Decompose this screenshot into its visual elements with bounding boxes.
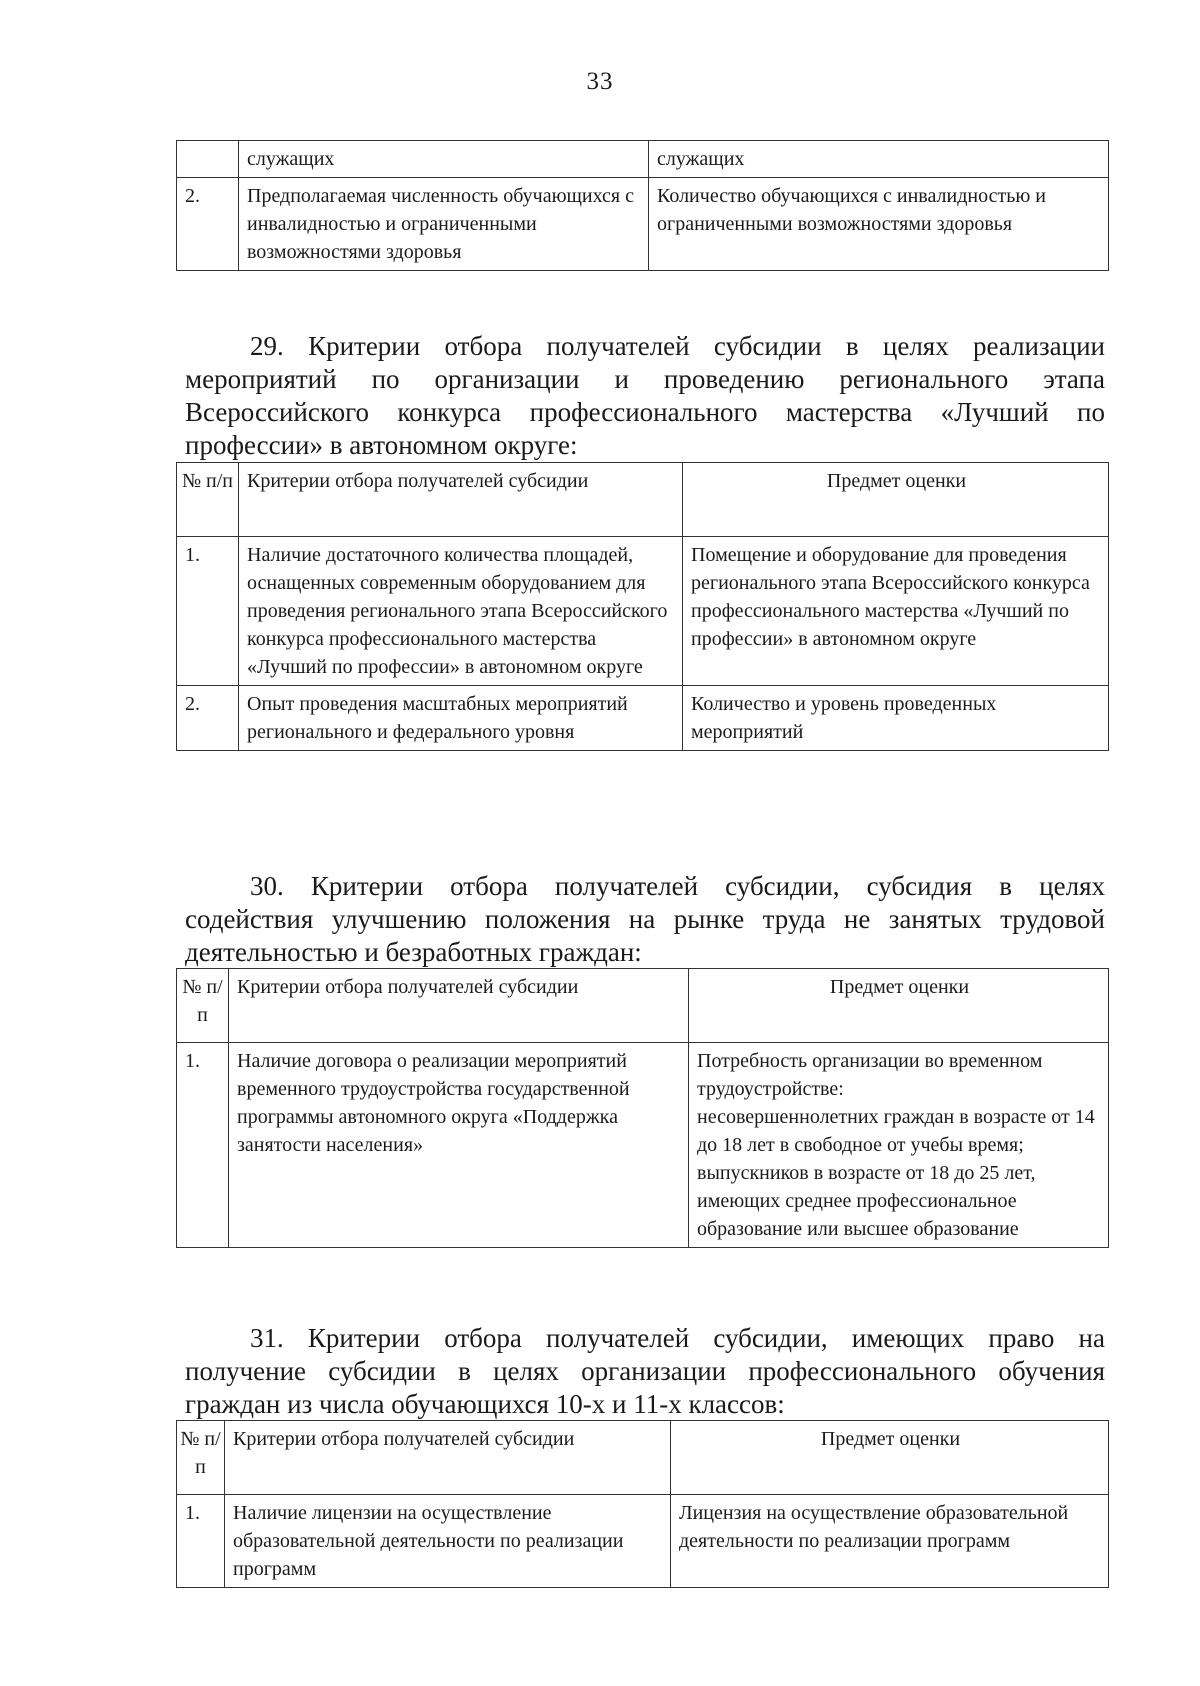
row-number xyxy=(177,141,239,178)
header-criterion: Критерии отбора получателей субсидии xyxy=(229,969,689,1043)
paragraph-line: деятельностью и безработных граждан: xyxy=(185,937,642,967)
subject-cell: служащих xyxy=(649,141,1109,178)
criterion-cell: Наличие достаточного количества площадей, оснащенных современным оборудованием для проведения регионального этапа Всероссийского конкурса профессионального мастерства «Лучший по профессии» в автономном округе xyxy=(239,537,683,686)
subject-cell: Количество обучающихся с инвалидностью и ограниченными возможностями здоровья xyxy=(649,178,1109,271)
table-header xyxy=(177,969,1109,1043)
paragraph-line: 31. Критерии отбора получателей субсидии, имеющих право на xyxy=(250,1323,1105,1353)
subject-cell: Помещение и оборудование для проведения регионального этапа Всероссийского конкурса профессионального мастерства «Лучший по профессии» в автономном округе xyxy=(683,537,1109,686)
paragraph-line: получение субсидии в целях организации профессионального обучения xyxy=(185,1356,1105,1386)
table-section-30 xyxy=(176,968,1109,1248)
section-30-text xyxy=(185,870,1105,969)
section-29-text xyxy=(185,330,1105,462)
header-number: № п/п xyxy=(177,969,229,1043)
paragraph-line: 30. Критерии отбора получателей субсидии, субсидия в целях xyxy=(250,871,1105,901)
criterion-cell: Опыт проведения масштабных мероприятий регионального и федерального уровня xyxy=(239,686,683,751)
row-number: 1. xyxy=(177,1495,225,1588)
paragraph-line: содействия улучшению положения на рынке труда не занятых трудовой xyxy=(185,904,1105,934)
paragraph-line: 29. Критерии отбора получателей субсидии в целях реализации xyxy=(250,331,1105,361)
subject-cell: Лицензия на осуществление образовательной деятельности по реализации программ xyxy=(671,1495,1109,1588)
subject-cell xyxy=(689,1043,1109,1248)
table-header xyxy=(177,1421,1109,1495)
subject-cell: Количество и уровень проведенных мероприятий xyxy=(683,686,1109,751)
paragraph-line: профессии» в автономном округе: xyxy=(185,430,578,460)
header-number: № п/п xyxy=(177,1421,225,1495)
table-row xyxy=(177,1043,1109,1248)
paragraph-line: граждан из числа обучающихся 10-х и 11-х классов: xyxy=(185,1389,785,1419)
header-criterion: Критерии отбора получателей субсидии xyxy=(239,463,683,537)
table-header xyxy=(177,463,1109,537)
table-row xyxy=(177,178,1109,271)
table-row xyxy=(177,537,1109,686)
header-criterion: Критерии отбора получателей субсидии xyxy=(225,1421,671,1495)
row-number: 2. xyxy=(177,178,239,271)
table-row xyxy=(177,1495,1109,1588)
criterion-cell: Предполагаемая численность обучающихся с инвалидностью и ограниченными возможностями здоровья xyxy=(239,178,649,271)
paragraph-line: мероприятий по организации и проведению регионального этапа xyxy=(185,364,1105,394)
paragraph-line: Всероссийского конкурса профессионального мастерства «Лучший по xyxy=(185,397,1105,427)
subject-line: Потребность организации во временном трудоустройстве: xyxy=(697,1050,1043,1100)
table-continuation xyxy=(176,140,1109,271)
section-31-text xyxy=(185,1322,1105,1421)
row-number: 1. xyxy=(177,1043,229,1248)
table-section-29 xyxy=(176,462,1109,751)
criterion-cell: Наличие лицензии на осуществление образовательной деятельности по реализации программ xyxy=(225,1495,671,1588)
page-number: 33 xyxy=(586,68,614,95)
criterion-cell: Наличие договора о реализации мероприятий временного трудоустройства государственной программы автономного округа «Поддержка занятости населения» xyxy=(229,1043,689,1248)
subject-line: выпускников в возрасте от 18 до 25 лет, имеющих среднее профессиональное образование или высшее образование xyxy=(697,1162,1036,1240)
subject-line: несовершеннолетних граждан в возрасте от 14 до 18 лет в свободное от учебы время; xyxy=(697,1106,1095,1156)
criterion-cell: служащих xyxy=(239,141,649,178)
table-row xyxy=(177,686,1109,751)
row-number: 2. xyxy=(177,686,239,751)
header-number: № п/п xyxy=(177,463,239,537)
header-subject: Предмет оценки xyxy=(689,969,1109,1043)
header-subject: Предмет оценки xyxy=(683,463,1109,537)
table-section-31 xyxy=(176,1420,1109,1588)
table-row xyxy=(177,141,1109,178)
header-subject: Предмет оценки xyxy=(671,1421,1109,1495)
row-number: 1. xyxy=(177,537,239,686)
